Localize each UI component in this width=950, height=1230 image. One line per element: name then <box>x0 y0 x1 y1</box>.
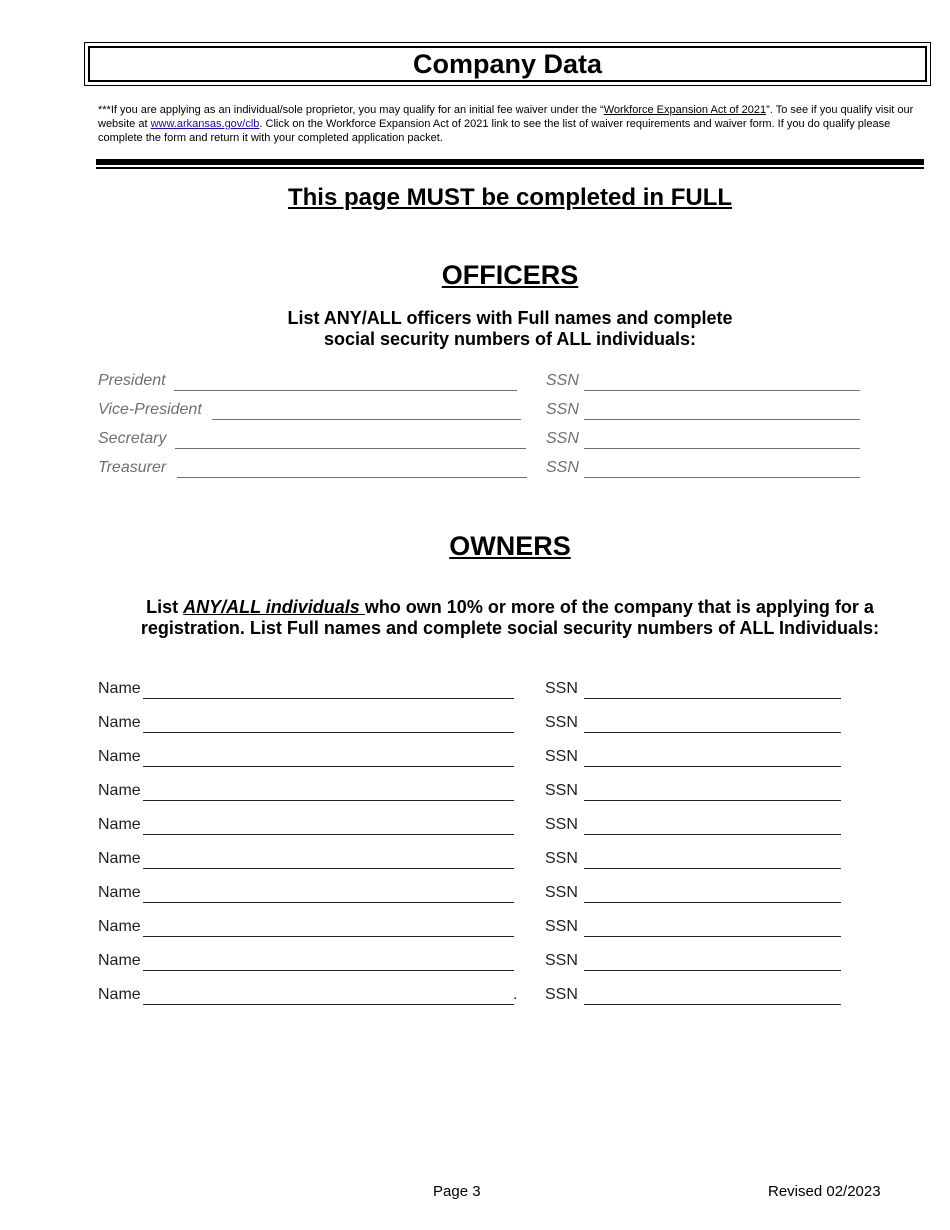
owner-name-label: Name <box>98 714 141 731</box>
notice-text-3: . Click on the Workforce Expansion Act of 2021 link to see the list of waiver requirements and waiver form. If you do qualify please complete the form and return it with your completed application packet. <box>98 118 891 144</box>
owner-ssn-line[interactable] <box>584 698 841 699</box>
officer-label-treasurer: Treasurer <box>98 459 167 476</box>
owner-line-dot: . <box>513 986 518 1003</box>
owners-instruction-pre: List <box>146 597 184 617</box>
owner-name-line[interactable] <box>143 766 514 767</box>
officers-instruction-line-1: List ANY/ALL officers with Full names and complete <box>287 308 733 328</box>
owner-ssn-label: SSN <box>545 952 578 969</box>
officer-ssn-label: SSN <box>546 430 579 447</box>
divider-thick <box>96 159 924 165</box>
notice-text-1: ***If you are applying as an individual/sole proprietor, you may qualify for an initial fee waiver under the “ <box>98 104 604 116</box>
officer-label-president: President <box>98 372 166 389</box>
officer-name-line-secretary[interactable] <box>175 448 526 449</box>
owner-ssn-line[interactable] <box>584 868 841 869</box>
notice-text-2: ”. To see if you qualify visit our website at <box>98 104 914 130</box>
officer-label-secretary: Secretary <box>98 430 167 447</box>
owner-ssn-label: SSN <box>545 850 578 867</box>
officer-ssn-line-vice-president[interactable] <box>584 419 860 420</box>
officer-ssn-line-secretary[interactable] <box>584 448 860 449</box>
owner-name-label: Name <box>98 986 141 1003</box>
owner-ssn-label: SSN <box>545 714 578 731</box>
owners-title: OWNERS <box>449 531 571 561</box>
owner-name-line[interactable] <box>143 936 514 937</box>
owner-ssn-label: SSN <box>545 884 578 901</box>
act-name: Workforce Expansion Act of 2021 <box>603 104 767 116</box>
officer-name-line-vice-president[interactable] <box>212 419 521 420</box>
owner-name-line[interactable] <box>143 902 514 903</box>
owners-instructions <box>0 597 950 639</box>
officer-ssn-label: SSN <box>546 401 579 418</box>
owner-name-line[interactable] <box>143 970 514 971</box>
officer-label-vice-president: Vice-President <box>98 401 202 418</box>
officer-name-line-president[interactable] <box>174 390 517 391</box>
revised-date: Revised 02/2023 <box>768 1183 881 1200</box>
owner-ssn-label: SSN <box>545 816 578 833</box>
owner-ssn-label: SSN <box>545 918 578 935</box>
owner-name-label: Name <box>98 782 141 799</box>
owner-ssn-label: SSN <box>545 680 578 697</box>
owner-ssn-line[interactable] <box>584 902 841 903</box>
fee-waiver-notice <box>98 103 928 145</box>
divider-thin <box>96 167 924 169</box>
owner-ssn-line[interactable] <box>584 1004 841 1005</box>
officer-name-line-treasurer[interactable] <box>177 477 527 478</box>
owner-ssn-line[interactable] <box>584 732 841 733</box>
owner-name-label: Name <box>98 680 141 697</box>
owner-name-label: Name <box>98 918 141 935</box>
owner-name-line[interactable] <box>143 834 514 835</box>
owner-ssn-label: SSN <box>545 748 578 765</box>
owners-instruction-emph: ANY/ALL individuals <box>183 597 365 617</box>
page-number: Page 3 <box>433 1183 481 1200</box>
owner-name-label: Name <box>98 884 141 901</box>
owner-name-label: Name <box>98 748 141 765</box>
owner-ssn-line[interactable] <box>584 936 841 937</box>
owner-name-line[interactable] <box>143 1004 514 1005</box>
owner-ssn-line[interactable] <box>584 834 841 835</box>
website-link[interactable]: www.arkansas.gov/clb <box>150 118 260 130</box>
officer-ssn-line-treasurer[interactable] <box>584 477 860 478</box>
owner-name-line[interactable] <box>143 732 514 733</box>
owner-name-line[interactable] <box>143 868 514 869</box>
owner-name-line[interactable] <box>143 698 514 699</box>
owners-instruction-line-2: registration. List Full names and complete social security numbers of ALL Individuals: <box>140 618 880 638</box>
officer-ssn-line-president[interactable] <box>584 390 860 391</box>
title-inner-border <box>88 46 927 82</box>
owner-ssn-label: SSN <box>545 782 578 799</box>
must-complete-heading: This page MUST be completed in FULL <box>287 184 733 211</box>
officers-title: OFFICERS <box>441 260 579 290</box>
title-box <box>84 42 931 86</box>
officer-ssn-label: SSN <box>546 459 579 476</box>
officers-instructions <box>0 308 950 350</box>
officers-instruction-line-2: social security numbers of ALL individuals: <box>323 329 697 349</box>
owner-name-label: Name <box>98 952 141 969</box>
officer-ssn-label: SSN <box>546 372 579 389</box>
owner-name-line[interactable] <box>143 800 514 801</box>
owner-name-label: Name <box>98 816 141 833</box>
page-title: Company Data <box>412 48 603 79</box>
owner-ssn-label: SSN <box>545 986 578 1003</box>
owners-instruction-post: who own 10% or more of the company that is applying for a <box>364 597 874 617</box>
owner-ssn-line[interactable] <box>584 970 841 971</box>
owner-name-label: Name <box>98 850 141 867</box>
owners-instruction-line-1 <box>0 597 950 618</box>
owner-ssn-line[interactable] <box>584 766 841 767</box>
owner-ssn-line[interactable] <box>584 800 841 801</box>
